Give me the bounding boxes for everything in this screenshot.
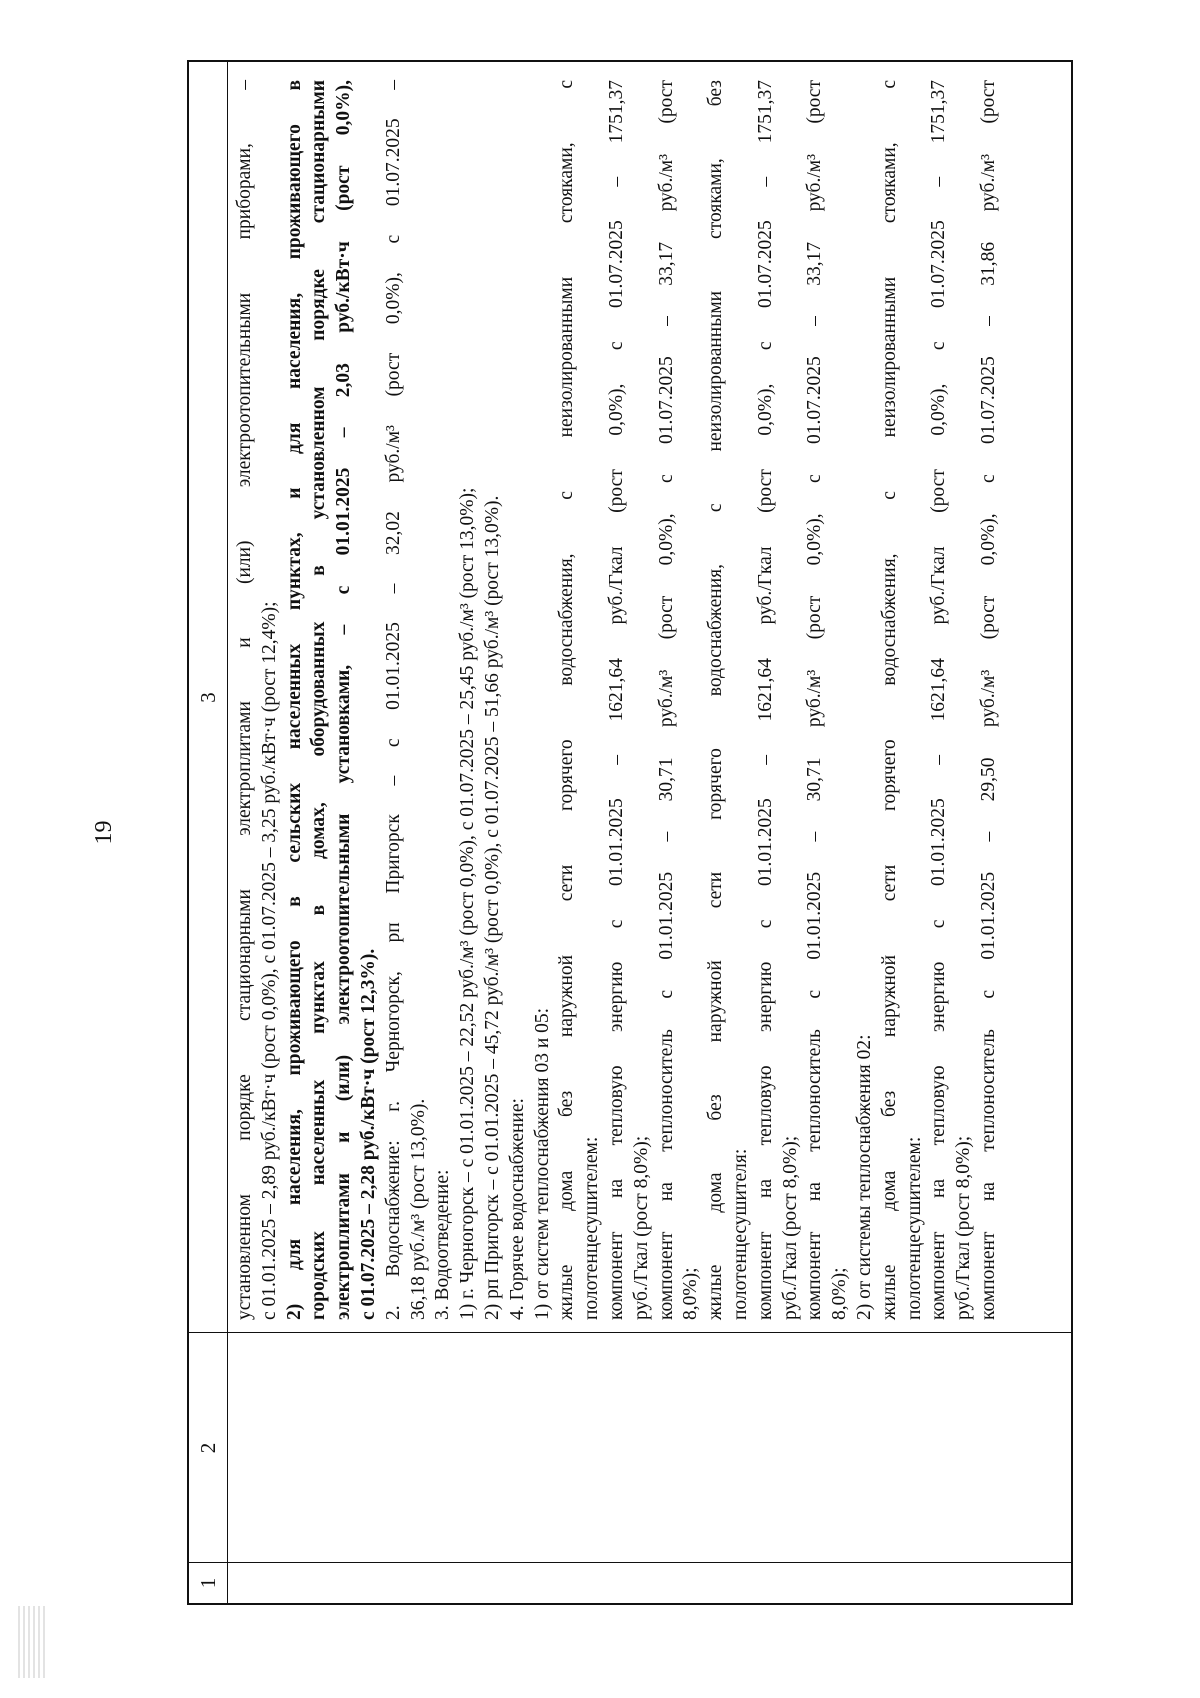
page-number: 19 [91,820,117,845]
text-line: 4. Горячее водоснабжение: [506,1098,528,1320]
text-line: компонент на тепловую энергию с 01.01.2025 – 1621,64 руб./Гкал (рост 0,0%), с 01.07.2025 – 1751,37 [928,80,950,1320]
document-page [80,60,1080,1605]
text-line: руб./Гкал (рост 8,0%); [779,1135,801,1320]
text-line: руб./Гкал (рост 8,0%); [630,1135,652,1320]
text-line: 36,18 руб./м³ (рост 13,0%). [407,1098,429,1320]
text-line: 2. Водоснабжение: г. Черногорск, рп Пригорск – с 01.01.2025 – 32,02 руб./м³ (рост 0,0%), с 01.07.2025 – [382,80,404,1320]
text-line: 8,0%); [829,1267,851,1320]
text-line: жилые дома без наружной сети горячего водоснабжения, с неизолированными стояками, с [556,80,578,1320]
text-line: 1) г. Черногорск – с 01.01.2025 – 22,52 руб./м³ (рост 0,0%), с 01.07.2025 – 25,45 руб./м³ (рост 13,0%); [457,487,479,1320]
text-line: полотенцесушителем: [581,1136,603,1320]
text-line: электроплитами и (или) электроотопительными установками, – с 01.01.2025 – 2,03 руб./кВт·ч (рост 0,0%), [333,80,355,1320]
text-line: полотенцесушителя: [729,1148,751,1320]
text-line: руб./Гкал (рост 8,0%); [953,1135,975,1320]
text-line: жилые дома без наружной сети горячего водоснабжения, с неизолированными стояками, без [705,80,727,1320]
column-header-1: 1 [196,1577,220,1589]
column-divider [189,1562,1071,1563]
text-line: 8,0%); [680,1267,702,1320]
text-line: 2) для населения, проживающего в сельских населенных пунктах, и для населения, проживающего в [283,80,305,1320]
text-line: с 01.01.2025 – 2,89 руб./кВт·ч (рост 0,0%), с 01.07.2025 – 3,25 руб./кВт·ч (рост 12,4%); [258,601,280,1320]
header-row-divider [227,62,228,1603]
text-line: 2) от системы теплоснабжения 02: [853,1034,875,1320]
tariff-table [187,60,1073,1605]
text-line: компонент на тепловую энергию с 01.01.2025 – 1621,64 руб./Гкал (рост 0,0%), с 01.07.2025 – 1751,37 [754,80,776,1320]
text-line: компонент на теплоноситель с 01.01.2025 – 30,71 руб./м³ (рост 0,0%), с 01.07.2025 – 33,17 руб./м³ (рост [804,80,826,1320]
text-line: с 01.07.2025 – 2,28 руб./кВт·ч (рост 12,3%). [357,948,379,1320]
column-header-2: 2 [196,1442,220,1454]
text-line: компонент на теплоноситель с 01.01.2025 – 29,50 руб./м³ (рост 0,0%), с 01.07.2025 – 31,86 руб./м³ (рост [977,80,999,1320]
text-line: 3. Водоотведение: [432,1169,454,1320]
text-line: полотенцесушителем: [903,1136,925,1320]
tariff-text-cell [233,80,1002,1320]
text-line: жилые дома без наружной сети горячего водоснабжения, с неизолированными стояками, с [878,80,900,1320]
text-line: установленном порядке стационарными электроплитами и (или) электроотопительными приборами, – [234,80,255,1320]
text-line: 2) рп Пригорск – с 01.01.2025 – 45,72 руб./м³ (рост 0,0%), с 01.07.2025 – 51,66 руб./м³ (рост 13,0%). [481,495,503,1320]
column-header-3: 3 [196,692,220,703]
column-divider [189,1332,1071,1333]
scan-artifact [18,1606,48,1678]
text-line: 1) от систем теплоснабжения 03 и 05: [531,1007,553,1320]
text-line: городских населенных пунктах в домах, оборудованных в установленном порядке стационарными [308,80,330,1320]
text-line: компонент на теплоноситель с 01.01.2025 – 30,71 руб./м³ (рост 0,0%), с 01.07.2025 – 33,17 руб./м³ (рост [655,80,677,1320]
text-line: компонент на тепловую энергию с 01.01.2025 – 1621,64 руб./Гкал (рост 0,0%), с 01.07.2025 – 1751,37 [605,80,627,1320]
